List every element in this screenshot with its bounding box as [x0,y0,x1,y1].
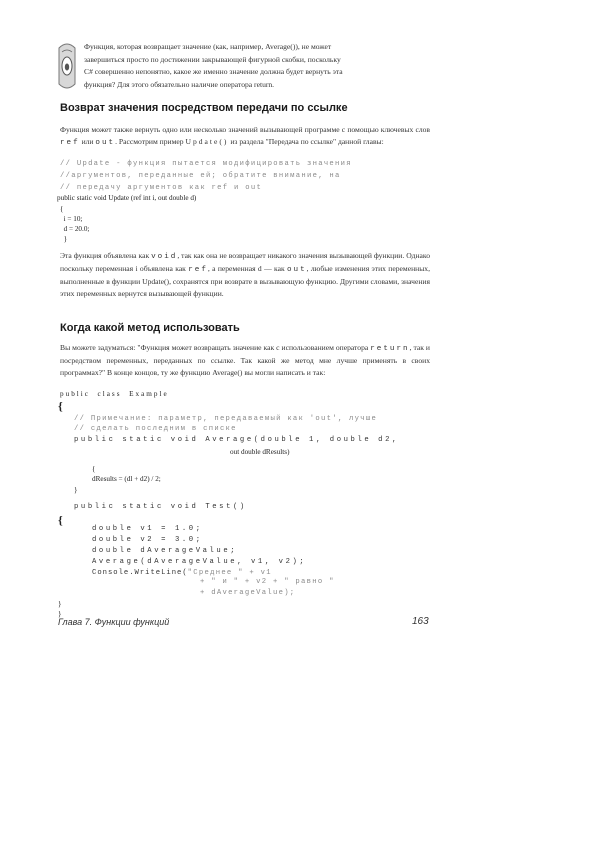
note-line: C# совершенно непонятно, какое же именно значение должна будет вернуть эта [84,67,343,77]
keyword-ref: ref [60,139,80,147]
code-line: } [60,235,68,243]
note-line: завершиться просто по достижении закрывающей фигурной скобки, поскольку [84,54,341,64]
code-line: dResults = (dl + d2) / 2; [92,475,161,483]
code-string: "Среднее " + v1 [187,569,272,577]
code-line [92,568,272,578]
code-line: public static void Update (ref int i, out double d) [57,194,197,202]
code-line: i = 10; [60,215,83,223]
code-line: public static void Test() [74,503,247,511]
paragraph-which-method [60,342,430,379]
paragraph-void-explanation [60,250,430,300]
paragraph-text: Функция может также вернуть одно или несколько значений вызывающей программе с помощью ключевых слов [60,125,430,134]
paragraph-text: , а переменная d — как [207,264,287,273]
keyword-out: out [95,139,116,147]
note-icon [56,40,78,92]
section-heading-by-reference: Возврат значения посредством передачи по ссылке [60,102,348,114]
code-brace: { [92,465,96,473]
code-line: { [60,205,64,213]
code-brace: } [74,486,78,494]
keyword-update: Update() [185,137,229,146]
code-string: + " и " + v2 + " равно " [200,578,335,586]
code-line: double v1 = 1.0; [92,525,203,533]
code-line: public static void Average(double 1, double d2, [74,436,399,444]
code-comment: // сделать последним в списке [74,425,237,433]
code-brace: } [58,600,62,608]
paragraph-ref-out [60,124,430,149]
code-line: double v2 = 3.0; [92,536,203,544]
paragraph-text: Эта функция объявлена как [60,251,152,260]
code-line: + dAverageValue); [200,589,296,597]
paragraph-text: , любые изменения этих переменных, выполненные в функции Update(), сохранятся при возврате в вызывающую функцию. Другими словами, значения этих переменных вернутся вызывающей функции. [60,264,431,298]
note-line: функция? Для этого обязательно наличие оператора return. [84,79,275,89]
code-line: d = 20.0; [60,225,90,233]
code-comment: // Примечание: параметр, передаваемый как 'out', лучше [74,415,378,423]
code-comment: // Update - функция пытается модифицировать значения [60,160,352,168]
code-line: double dAverageValue; [92,547,238,555]
section-heading-which-method: Когда какой метод использовать [60,322,240,334]
footer-chapter-title: Глава 7. Функции функций [58,617,170,627]
keyword-void: void [151,253,178,261]
paragraph-text: , так как она не возвращает никакого значения вызывающей функции. Однако поскольку переменная i объявлена как [60,251,430,273]
code-line: out double dResults) [230,448,290,456]
code-line: Average(dAverageValue, v1, v2); [92,558,307,566]
paragraph-text: Вы можете задуматься: "Функция может возвращать значение как с использованием оператора [60,343,371,352]
code-brace: { [58,399,63,413]
paragraph-text: из раздела "Передача по ссылке" данной главы: [228,137,384,146]
paragraph-text: . Рассмотрим пример [115,137,186,146]
keyword-ref: ref [188,266,208,274]
code-brace: } [58,610,62,618]
keyword-return: return [370,345,410,353]
note-text [84,41,430,91]
code-comment: //аргументов, переданные ей; обратите внимание, на [60,172,341,180]
keyword-out: out [286,266,307,274]
code-brace: { [58,513,63,527]
code-line: public class Example [60,390,169,398]
page-number: 163 [412,616,429,627]
code-comment: // передачу аргументов как ref и out [60,184,263,192]
paragraph-text: , так и посредством переменных, переданных по ссылке. Так какой же метод мне лучше применять в своих программах?" В конце концов, ту же функцию Average() вы могли написать и так: [60,343,430,377]
code-call: Console.WriteLine( [92,569,188,577]
paragraph-text: или [79,137,96,146]
note-line: Функция, которая возвращает значение (как, например, Average()), не может [84,42,332,51]
